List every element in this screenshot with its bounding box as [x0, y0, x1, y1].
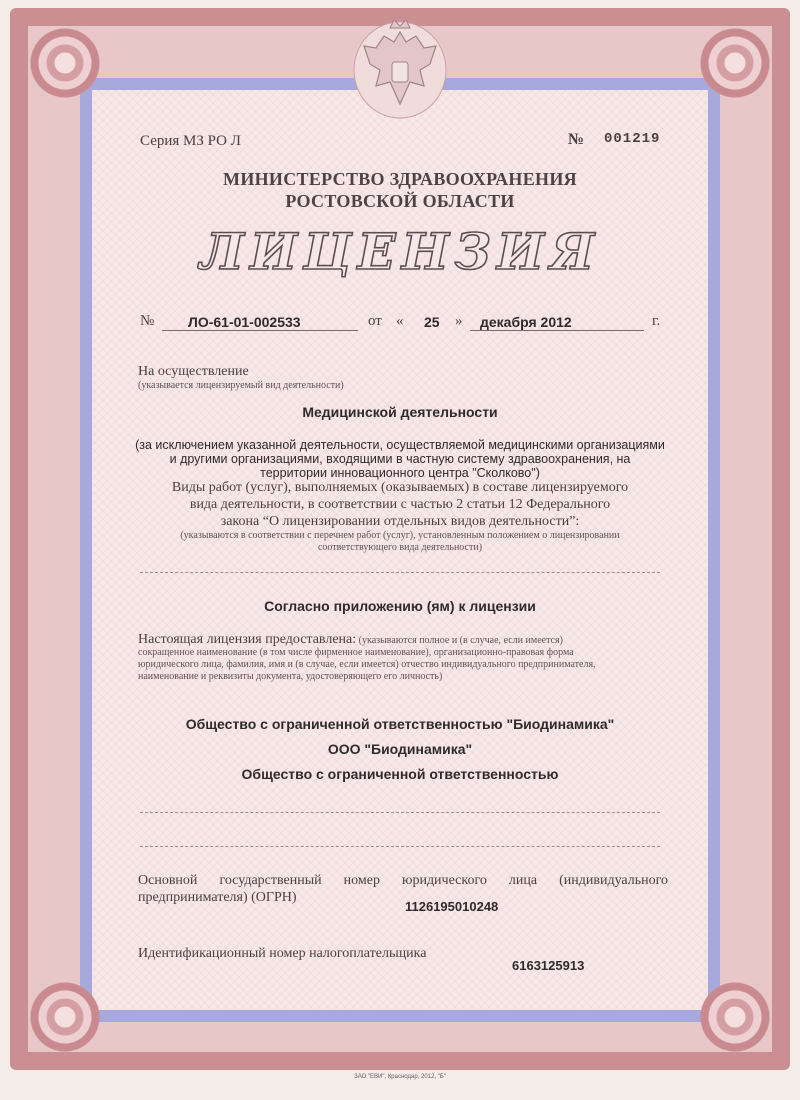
- year-suffix: г.: [652, 313, 661, 329]
- date-open-quote: «: [396, 313, 404, 329]
- blank-line-3: [140, 846, 660, 847]
- ogrn-label-line-1: Основной государственный номер юридического лица (индивидуального: [138, 873, 668, 888]
- licensee-short-name: ООО "Биодинамика": [327, 741, 473, 757]
- works-hint-line-1: (указываются в соответствии с перечнем работ (услуг), установленным положением о лицензировании: [180, 530, 620, 541]
- works-line-3: закона “О лицензировании отдельных видов деятельности”:: [220, 514, 580, 529]
- works-statement: [120, 479, 680, 530]
- licensee-legal-form: Общество с ограниченной ответственностью: [241, 766, 559, 782]
- works-hint: [120, 530, 680, 554]
- issuing-authority: [120, 168, 680, 212]
- license-month-year: декабря 2012: [480, 314, 572, 330]
- coat-of-arms-emblem: [350, 12, 450, 122]
- blank-line-1: [140, 572, 660, 573]
- activity-label: На осуществление: [138, 364, 249, 379]
- exclusion-line-3: территории инновационного центра "Сколково"): [260, 466, 540, 480]
- works-line-1: Виды работ (услуг), выполняемых (оказываемых) в составе лицензируемого: [171, 480, 629, 495]
- date-close-quote: »: [455, 313, 463, 329]
- works-line-2: вида деятельности, в соответствии с частью 2 статьи 12 Федерального: [189, 497, 611, 512]
- licensee-full-name: Общество с ограниченной ответственностью "Биодинамика": [185, 716, 615, 732]
- licensee-hint-1: (указываются полное и (в случае, если имеется): [358, 635, 563, 646]
- form-number-label: №: [568, 131, 585, 148]
- date-from-label: от: [368, 313, 382, 329]
- licensee-hint-3: юридического лица, фамилия, имя и (в случае, если имеется) отчество индивидуального предпринимателя,: [138, 659, 596, 670]
- inn-label: Идентификационный номер налогоплательщика: [138, 946, 427, 961]
- corner-rosette-top-right: [700, 28, 770, 98]
- printer-imprint: ЗАО "ЕВИ", Краснодар, 2012, "Б": [354, 1074, 446, 1080]
- exclusion-line-2: и другими организациями, входящими в частную систему здравоохранения, на: [169, 452, 631, 466]
- license-no-label: №: [140, 313, 155, 329]
- ogrn-label: [138, 872, 668, 906]
- inn-value: 6163125913: [512, 958, 585, 973]
- date-underline: [470, 330, 644, 331]
- license-no-underline: [162, 330, 358, 331]
- activity-exclusion: [110, 438, 690, 480]
- activity-hint: (указывается лицензируемый вид деятельности): [138, 380, 344, 391]
- works-value: Согласно приложению (ям) к лицензии: [264, 598, 536, 614]
- corner-rosette-bottom-left: [30, 982, 100, 1052]
- works-hint-line-2: соответствующего вида деятельности): [317, 542, 483, 553]
- license-day: 25: [424, 314, 440, 330]
- ministry-line-2: РОСТОВСКОЙ ОБЛАСТИ: [285, 191, 515, 211]
- licensee-label: Настоящая лицензия предоставлена:: [138, 632, 357, 647]
- licensee-block: [138, 634, 668, 683]
- exclusion-line-1: (за исключением указанной деятельности, осуществляемой медицинскими организациями: [135, 438, 665, 452]
- license-number: ЛО-61-01-002533: [188, 314, 301, 330]
- ministry-line-1: МИНИСТЕРСТВО ЗДРАВООХРАНЕНИЯ: [223, 169, 577, 189]
- licensee-hint-2: сокращенное наименование (в том числе фирменное наименование), организационно-правовая форма: [138, 647, 574, 658]
- series-label: Серия МЗ РО Л: [140, 133, 241, 149]
- document-title: ЛИЦЕНЗИЯ: [199, 222, 601, 281]
- corner-rosette-top-left: [30, 28, 100, 98]
- activity-value: Медицинской деятельности: [302, 404, 498, 420]
- licensee-hint-4: наименование и реквизиты документа, удостоверяющего его личность): [138, 671, 443, 682]
- blank-line-2: [140, 812, 660, 813]
- ogrn-label-line-2: предпринимателя) (ОГРН): [138, 890, 297, 905]
- corner-rosette-bottom-right: [700, 982, 770, 1052]
- ogrn-value: 1126195010248: [405, 899, 499, 914]
- form-number: 001219: [604, 131, 661, 147]
